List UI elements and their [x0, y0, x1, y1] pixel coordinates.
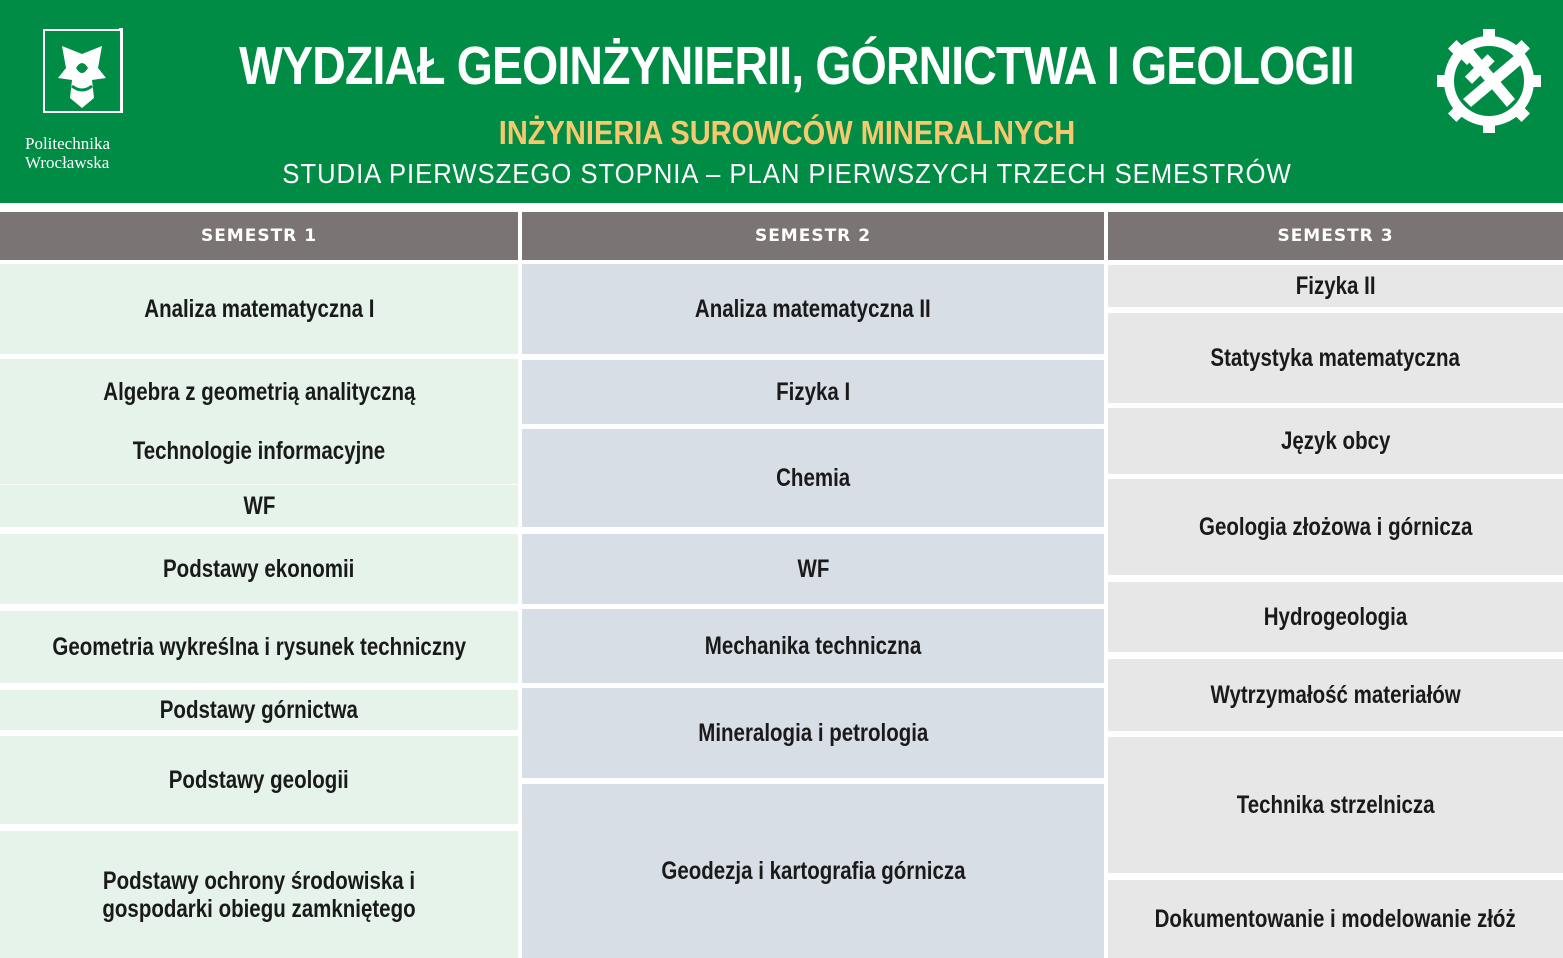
course-cell: Podstawy ochrony środowiska i gospodarki obiegu zamkniętego	[0, 831, 518, 958]
course-cell: Fizyka II	[1108, 265, 1563, 307]
course-cell: WF	[0, 485, 518, 527]
header-banner	[0, 0, 1563, 203]
course-cell: Chemia	[522, 429, 1104, 527]
course-cell: Geologia złożowa i górnicza	[1108, 479, 1563, 575]
eagle-crest-icon	[42, 28, 146, 128]
course-cell: Statystyka matematyczna	[1108, 313, 1563, 403]
course-cell: Algebra z geometrią analityczną	[0, 359, 518, 425]
course-cell: Wytrzymałość materiałów	[1108, 659, 1563, 731]
course-cell: Technologie informacyjne	[0, 418, 518, 484]
semester-1-header: SEMESTR 1	[0, 212, 518, 260]
hammer-pick-gear-icon	[1436, 28, 1542, 134]
logo-text-line2: Wrocławska	[25, 153, 110, 172]
program-name: INŻYNIERIA SUROWCÓW MINERALNYCH	[498, 114, 1076, 151]
semester-3-column	[1108, 212, 1563, 958]
course-cell: Analiza matematyczna II	[522, 264, 1104, 354]
semester-2-header: SEMESTR 2	[522, 212, 1104, 260]
university-logo	[22, 28, 132, 178]
course-cell: Analiza matematyczna I	[0, 264, 518, 354]
semester-2-column	[522, 212, 1104, 958]
course-cell: Fizyka I	[522, 360, 1104, 424]
course-cell: Dokumentowanie i modelowanie złóż	[1108, 880, 1563, 958]
course-cell: Technika strzelnicza	[1108, 737, 1563, 873]
semester-3-header: SEMESTR 3	[1108, 212, 1563, 260]
course-cell: Podstawy górnictwa	[0, 690, 518, 730]
plan-description: STUDIA PIERWSZEGO STOPNIA – PLAN PIERWSZYCH TRZECH SEMESTRÓW	[282, 158, 1292, 189]
course-cell: Mineralogia i petrologia	[522, 688, 1104, 778]
course-cell: Język obcy	[1108, 408, 1563, 474]
course-cell: Mechanika techniczna	[522, 609, 1104, 683]
course-cell: Podstawy geologii	[0, 736, 518, 824]
logo-text-line1: Politechnika	[25, 134, 110, 153]
course-cell: Hydrogeologia	[1108, 582, 1563, 652]
course-cell: Geometria wykreślna i rysunek techniczny	[0, 611, 518, 683]
course-cell: Geodezja i kartografia górnicza	[522, 784, 1104, 958]
faculty-title: WYDZIAŁ GEOINŻYNIERII, GÓRNICTWA I GEOLOGII	[239, 36, 1354, 96]
course-cell: Podstawy ekonomii	[0, 534, 518, 604]
course-cell: WF	[522, 534, 1104, 604]
semester-1-column	[0, 212, 518, 958]
